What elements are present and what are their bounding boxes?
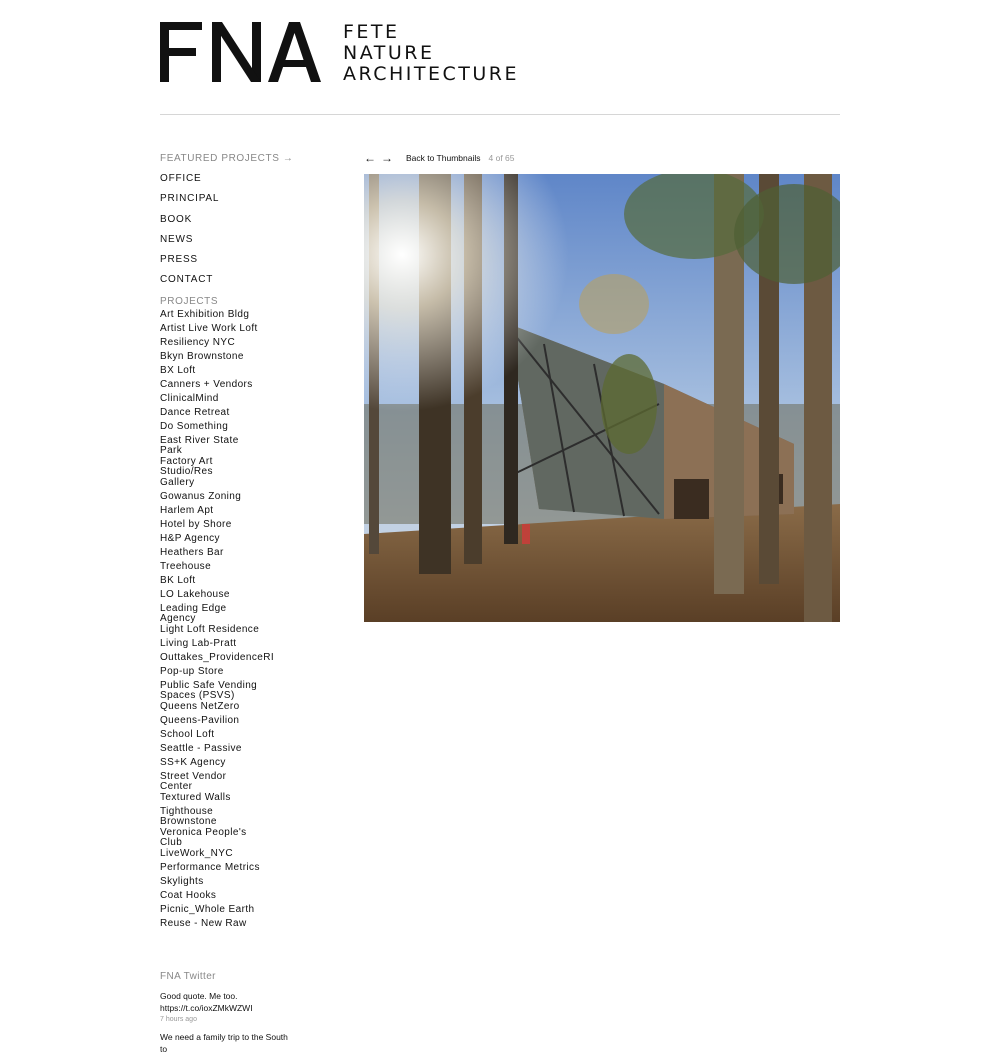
nav-book[interactable]: BOOK (160, 213, 193, 225)
sidebar (160, 153, 340, 1055)
project-link[interactable]: Gowanus Zoning (160, 490, 242, 502)
tagline (343, 22, 519, 85)
project-link[interactable]: Outtakes_ProvidenceRI (160, 651, 275, 663)
nav-contact[interactable]: CONTACT (160, 274, 214, 286)
project-link[interactable]: Art Exhibition Bldg (160, 308, 250, 320)
project-link[interactable]: Veronica People's Club (160, 826, 247, 849)
nav-press[interactable]: PRESS (160, 254, 198, 266)
nav-featured-projects[interactable]: FEATURED PROJECTS → (160, 153, 294, 164)
image-counter: 4 of 65 (488, 153, 515, 163)
forest-house-rendering (364, 174, 840, 622)
tweet-2: We need a family trip to the South to (160, 1031, 288, 1054)
project-link[interactable]: Pop-up Store (160, 665, 224, 677)
next-arrow-icon[interactable]: → (381, 151, 393, 165)
project-link[interactable]: Tighthouse Brownstone (160, 805, 217, 828)
header-divider (160, 114, 840, 115)
nav-office[interactable]: OFFICE (160, 173, 202, 184)
nav-principal[interactable]: PRINCIPAL (160, 193, 220, 205)
nav-news[interactable]: NEWS (160, 233, 194, 245)
project-link[interactable]: School Loft (160, 728, 215, 740)
tweet-1: Good quote. Me too. https://t.co/ioxZMkWZWI (160, 990, 253, 1013)
project-image[interactable] (364, 174, 840, 622)
project-link[interactable]: LO Lakehouse (160, 588, 230, 600)
project-link[interactable]: Living Lab-Pratt (160, 637, 237, 649)
project-link[interactable]: Light Loft Residence (160, 623, 260, 635)
tagline-line-2: NATURE (343, 42, 435, 64)
project-link[interactable]: Bkyn Brownstone (160, 350, 244, 362)
project-link[interactable]: SS+K Agency (160, 756, 226, 768)
fna-logo-mark (160, 22, 325, 84)
project-link[interactable]: Factory Art Studio/Res (160, 455, 213, 478)
project-link[interactable]: Picnic_Whole Earth (160, 903, 255, 915)
project-link[interactable]: LiveWork_NYC (160, 847, 233, 859)
back-to-thumbnails-link[interactable]: Back to Thumbnails (406, 153, 481, 163)
site-header (160, 22, 840, 92)
tagline-line-1: FETE (343, 21, 400, 43)
project-link[interactable]: Textured Walls (160, 791, 231, 803)
project-link[interactable]: Seattle - Passive (160, 742, 242, 754)
tweet-1-time: 7 hours ago (160, 1015, 197, 1023)
project-link[interactable]: Queens-Pavilion (160, 714, 240, 726)
project-link[interactable]: Gallery (160, 476, 195, 488)
project-link[interactable]: Artist Live Work Loft (160, 322, 258, 334)
project-link[interactable]: Coat Hooks (160, 889, 217, 901)
project-link[interactable]: Harlem Apt (160, 504, 214, 516)
project-link[interactable]: BX Loft (160, 364, 196, 376)
project-link[interactable]: Performance Metrics (160, 861, 260, 873)
project-link[interactable]: Do Something (160, 420, 229, 432)
projects-list (160, 310, 340, 933)
project-link[interactable]: Leading Edge Agency (160, 602, 227, 625)
project-link[interactable]: Reuse - New Raw (160, 917, 247, 929)
fna-logo[interactable] (160, 22, 325, 89)
tagline-line-3: ARCHITECTURE (343, 63, 520, 85)
project-link[interactable]: East River State Park (160, 434, 239, 457)
projects-heading: PROJECTS (160, 295, 219, 307)
project-link[interactable]: Hotel by Shore (160, 518, 232, 530)
prev-arrow-icon[interactable]: ← (364, 151, 376, 165)
project-link[interactable]: Queens NetZero (160, 700, 240, 712)
viewer-controls (364, 150, 515, 166)
project-link[interactable]: Canners + Vendors (160, 378, 253, 390)
project-link[interactable]: Public Safe Vending Spaces (PSVS) (160, 679, 258, 702)
project-link[interactable]: Street Vendor Center (160, 770, 227, 793)
project-link[interactable]: Treehouse (160, 560, 212, 572)
project-link[interactable]: ClinicalMind (160, 392, 219, 404)
project-link[interactable]: Skylights (160, 875, 204, 887)
project-link[interactable]: Dance Retreat (160, 406, 230, 418)
project-link[interactable]: Heathers Bar (160, 546, 224, 558)
project-link[interactable]: Resiliency NYC (160, 336, 236, 348)
twitter-heading: FNA Twitter (160, 970, 216, 982)
project-link[interactable]: H&P Agency (160, 532, 220, 544)
project-link[interactable]: BK Loft (160, 574, 196, 586)
